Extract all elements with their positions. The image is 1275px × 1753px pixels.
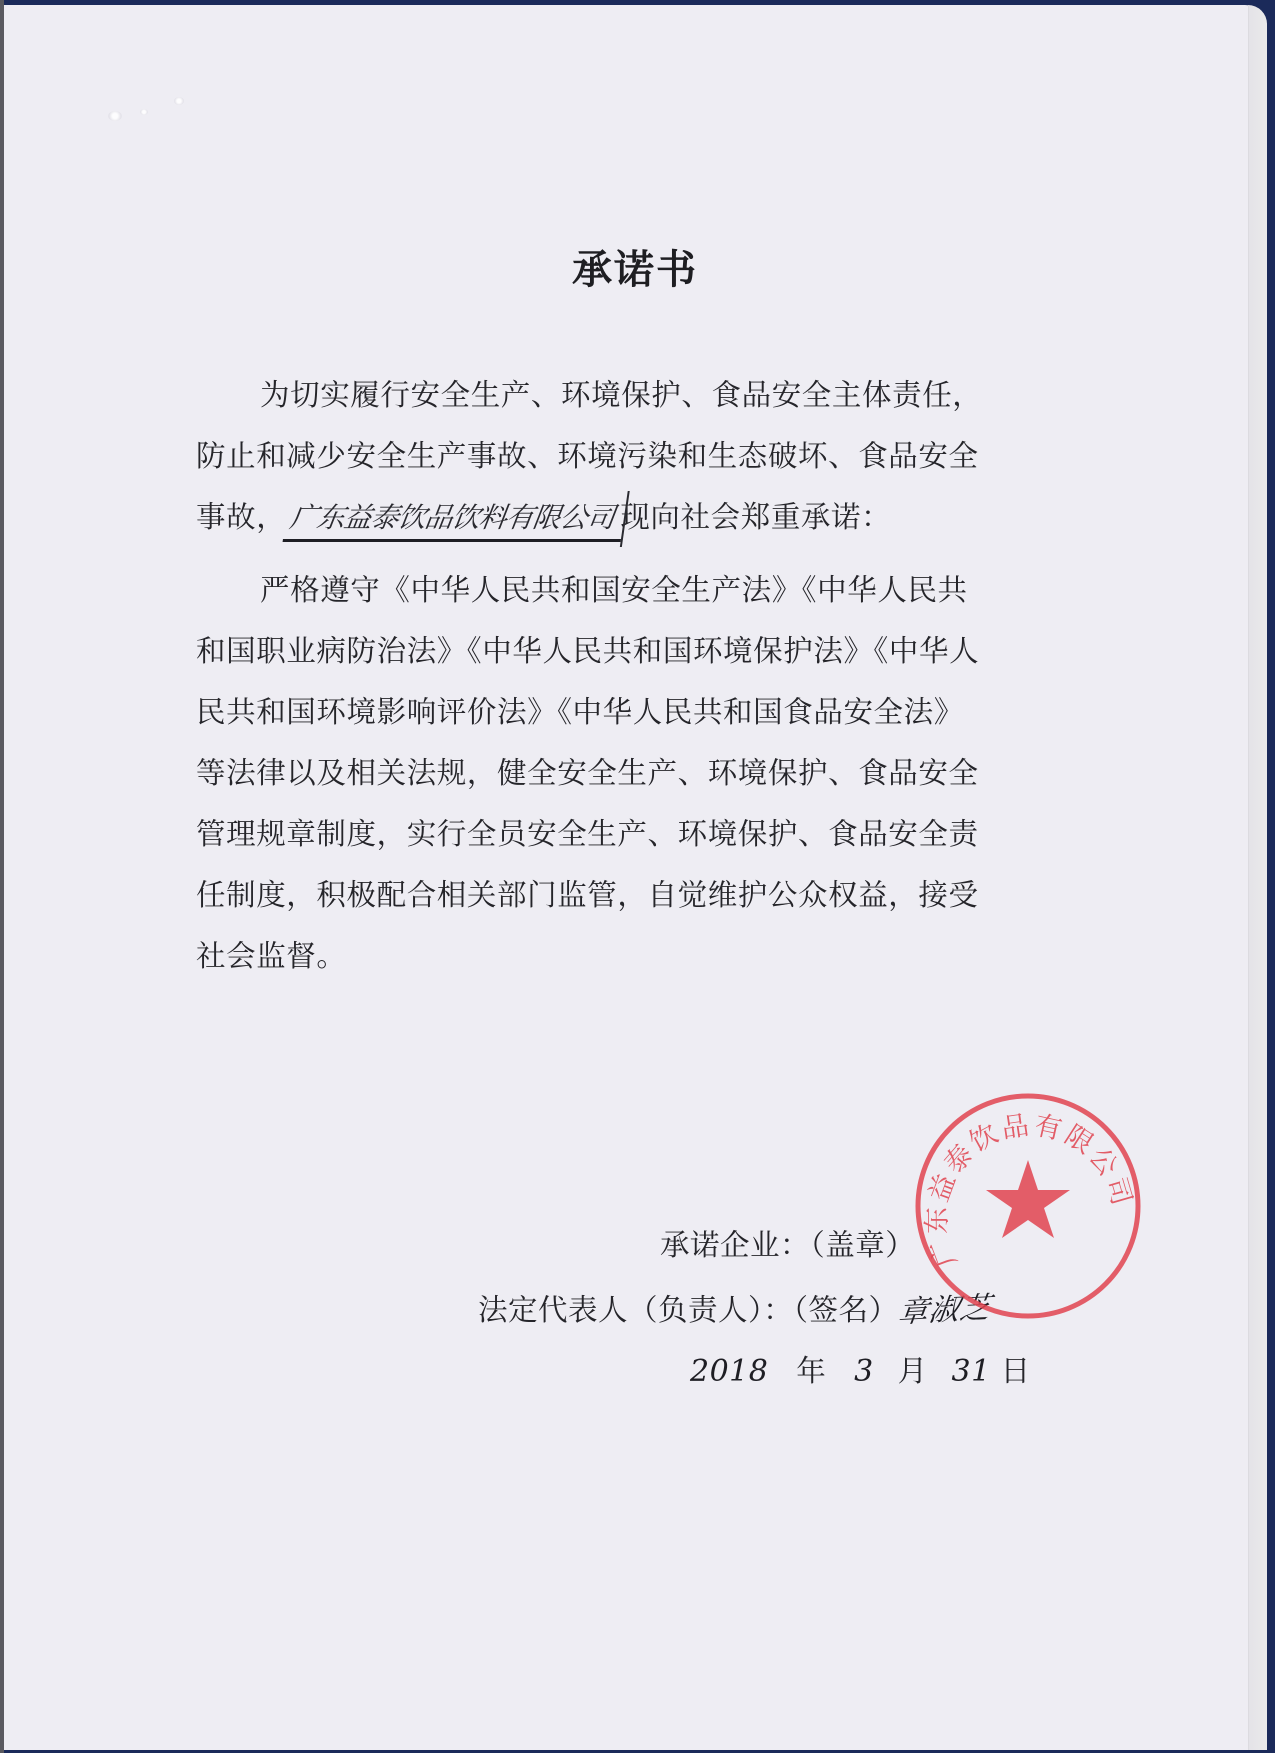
seal-text: 广东益泰饮品有限公司: [921, 1109, 1138, 1271]
paragraph-2-line: 管理规章制度，实行全员安全生产、环境保护、食品安全责: [196, 817, 979, 851]
scan-smudge: [174, 97, 184, 105]
scan-smudge: [140, 109, 148, 115]
paragraph-2-line: 和国职业病防治法》《中华人民共和国环境保护法》《中华人: [196, 634, 980, 668]
handwritten-company-name: [282, 487, 625, 548]
star-icon: [986, 1160, 1070, 1238]
paragraph-2-line: 任制度，积极配合相关部门监管，自觉维护公众权益，接受: [196, 878, 979, 912]
date-month-unit: 月: [897, 1354, 928, 1388]
representative-label: 法定代表人（负责人）：（签名）: [478, 1293, 899, 1327]
paragraph-1-line-2: 防止和减少安全生产事故、环境污染和生态破坏、食品安全: [196, 439, 979, 473]
paragraph-1: [196, 365, 1066, 548]
company-seal: [912, 1090, 1144, 1322]
line-3-suffix: 现向社会郑重承诺：: [620, 500, 892, 534]
document-title: 承诺书: [572, 246, 698, 293]
date-month-handwritten: 3: [854, 1354, 874, 1389]
date-line: [690, 1348, 1031, 1390]
paragraph-2-line: 民共和国环境影响评价法》《中华人民共和国食品安全法》: [196, 695, 964, 729]
scan-smudge: [108, 111, 122, 121]
date-year-handwritten: 2018: [690, 1354, 769, 1389]
line-3-prefix: 事故，: [196, 500, 287, 534]
paragraph-2-line: 严格遵守《中华人民共和国安全生产法》《中华人民共: [260, 573, 968, 607]
seal-graphic: [912, 1090, 1144, 1322]
date-year-unit: 年: [796, 1354, 827, 1388]
handwritten-signature: 章淑芝: [895, 1290, 993, 1331]
paragraph-1-line-3: [196, 487, 1066, 548]
company-name-text: 广东益泰饮品饮料有限公司: [287, 501, 617, 534]
date-day-handwritten: 31: [951, 1354, 991, 1389]
enterprise-label: 承诺企业：（盖章）: [660, 1228, 916, 1262]
paragraph-2: [196, 560, 1066, 987]
paragraph-2-line: 等法律以及相关法规，健全安全生产、环境保护、食品安全: [196, 756, 979, 790]
paragraph-2-line: 社会监督。: [196, 939, 347, 973]
date-day-unit: 日: [1000, 1354, 1031, 1388]
paragraph-1-line-1: 为切实履行安全生产、环境保护、食品安全主体责任，: [260, 378, 983, 412]
